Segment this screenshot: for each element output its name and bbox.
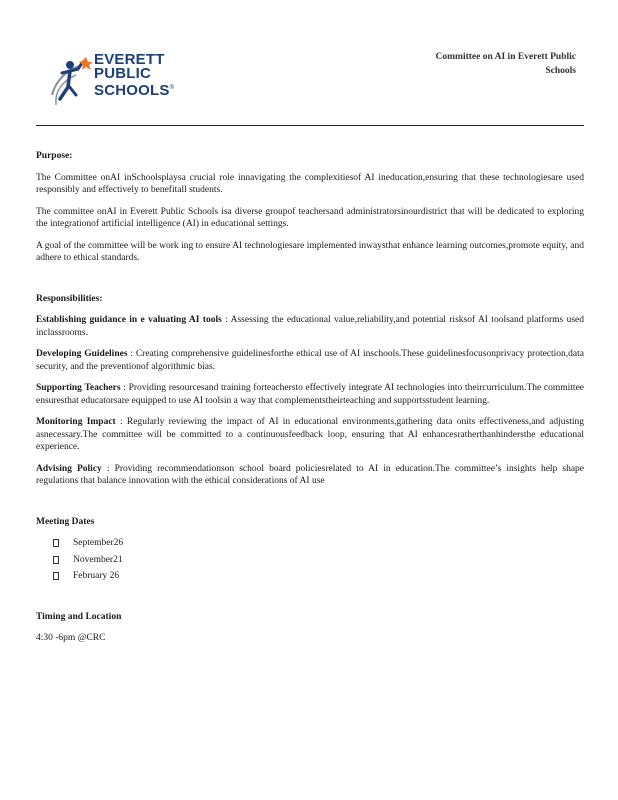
document-title: Committee on AI in Everett Public Schools	[435, 52, 576, 76]
purpose-section	[36, 150, 584, 265]
logo-line-3: SCHOOLS®	[94, 82, 175, 99]
responsibility-item	[36, 382, 584, 407]
meeting-dates-list	[36, 537, 584, 583]
responsibility-text: : Providing resourcesand training forteachersto effectively integrate AI technologies into theircurriculum.The committee ensuresthat educatorsare equipped to use AI toolsin a way that complementstheirteaching and supportsstudent learning.	[36, 383, 585, 406]
timing-heading: Timing and Location	[36, 611, 122, 622]
responsibility-title: Monitoring Impact	[36, 417, 116, 427]
district-logo	[48, 53, 188, 113]
responsibility-item	[36, 463, 584, 488]
meeting-date: February 26	[73, 571, 120, 581]
timing-value: 4:30 -6pm @CRC	[36, 633, 106, 643]
responsibility-text: : Providing recommendationson school board policiesrelated to AI in education.The committee’s insights help shape regulations that balance innovation with the ethical considerations of AI use	[36, 463, 585, 486]
meeting-dates-section	[36, 516, 584, 583]
logo-wordmark	[94, 53, 174, 98]
meeting-date: September26	[73, 538, 124, 548]
bullet-box-icon	[53, 556, 59, 564]
responsibilities-section	[36, 293, 584, 488]
bullet-box-icon	[53, 572, 59, 580]
responsibility-title: Developing Guidelines	[36, 349, 128, 359]
responsibility-text: : Assessing the educational value,reliability,and potential risksof AI toolsand platforms used inclassrooms.	[36, 315, 584, 338]
purpose-paragraph: The committee onAI in Everett Public Schools isa diverse groupof teachersand administratorsinourdistrict that will be dedicated to exploring the integrationof artificial intelligence (AI) in educational settings.	[36, 206, 584, 229]
responsibility-item	[36, 348, 584, 373]
purpose-paragraph: A goal of the committee will be work ing to ensure AI technologiesare implemented inwaysthat enhance learning outcomes,promote equity, and adhere to ethical standards.	[36, 240, 584, 263]
meeting-dates-heading: Meeting Dates	[36, 516, 95, 527]
purpose-paragraph: The Committee onAI inSchoolsplaysa crucial role innavigating the complexitiesof AI ineducation,ensuring that these technologiesare used responsibly and effectively to benefitall students.	[36, 172, 584, 195]
responsibility-title: Establishing guidance in e valuating AI tools	[36, 315, 222, 325]
logo-figure-icon	[48, 55, 94, 111]
logo-line-2: PUBLIC	[94, 65, 152, 82]
meeting-date: November21	[73, 554, 123, 565]
meeting-date-item	[53, 570, 584, 583]
meeting-date-item	[53, 554, 584, 567]
timing-section	[36, 611, 584, 645]
responsibility-item	[36, 314, 584, 339]
responsibility-title: Supporting Teachers	[36, 383, 121, 393]
responsibilities-heading: Responsibilities:	[36, 293, 103, 304]
responsibility-title: Advising Policy	[36, 463, 102, 474]
logo-line-1: EVERETT	[94, 51, 165, 68]
document-body	[36, 150, 584, 673]
responsibility-text: : Regularly reviewing the impact of AI in educational environments,gathering data onits effectiveness,and adjusting asnecessary.The committee will be committed to a continuousfeedback loop, ensuring that AI enhancesratherthanhindersthe educational experience.	[36, 417, 585, 452]
bullet-box-icon	[53, 539, 59, 547]
responsibility-text: : Creating comprehensive guidelinesforthe ethical use of AI inschools.These guidelinesfocusonprivacy protection,data security, and the preventionof algorithmic bias.	[36, 349, 584, 372]
meeting-date-item	[53, 537, 584, 550]
purpose-heading: Purpose:	[36, 151, 73, 161]
responsibility-item	[36, 416, 584, 454]
header-divider	[36, 125, 584, 126]
